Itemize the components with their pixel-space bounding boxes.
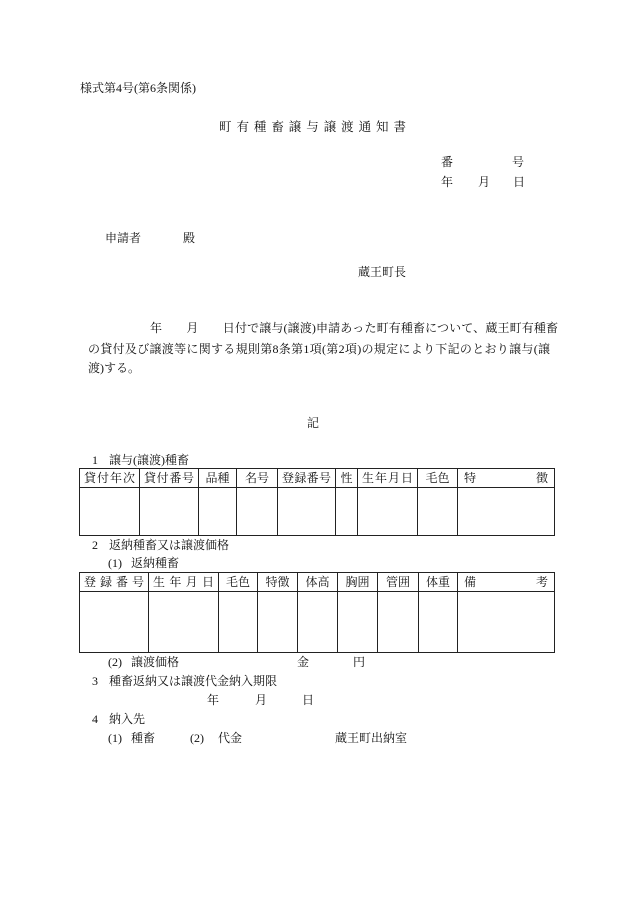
document-number-suffix: 号 (512, 155, 525, 169)
col-header-lease-year: 貸付年次 (80, 469, 140, 488)
table-cell (149, 592, 219, 653)
table-cell (219, 592, 258, 653)
col-header-birth-date: 生年月日 (358, 469, 418, 488)
body-line: の貸付及び譲渡等に関する規則第8条第1項(第2項)の規定により下記のとおり譲与(譲 (88, 342, 550, 356)
item-label: 種畜 (131, 731, 156, 745)
section-label: 返納種畜又は譲渡価格 (109, 538, 230, 552)
date-day: 日 (513, 175, 526, 189)
amount-prefix: 金 (297, 655, 310, 669)
table-cell (80, 488, 140, 536)
section-number: 2 (92, 538, 98, 552)
date-day: 日 (302, 693, 315, 707)
issuer: 蔵王町長 (358, 265, 407, 279)
col-header-height: 体高 (298, 573, 338, 592)
col-header-chest-girth: 胸囲 (338, 573, 378, 592)
section-number: 4 (92, 712, 98, 726)
table-cell (458, 488, 555, 536)
col-header-weight: 体重 (419, 573, 458, 592)
col-header-coat-color: 毛色 (418, 469, 458, 488)
item-label: 返納種畜 (131, 556, 180, 570)
table-cell (458, 592, 555, 653)
section-number: 1 (92, 453, 98, 467)
col-header-cannon-girth: 管囲 (378, 573, 419, 592)
table-header-row (80, 469, 555, 488)
table-cell (378, 592, 419, 653)
table-cell (418, 488, 458, 536)
item-number: (1) (108, 556, 122, 570)
col-header-birth-date: 生年月日 (149, 573, 219, 592)
col-header-registration-number: 登録番号 (278, 469, 336, 488)
table-cell (80, 592, 149, 653)
document-number-prefix: 番 (441, 155, 454, 169)
table-row (80, 488, 555, 536)
payment-office: 蔵王町出納室 (335, 731, 408, 745)
section-label: 譲与(譲渡)種畜 (109, 453, 189, 467)
table-cell (338, 592, 378, 653)
table-cell (140, 488, 199, 536)
col-header-breed: 品種 (199, 469, 237, 488)
col-header-features: 特徴 (258, 573, 298, 592)
table-cell (336, 488, 358, 536)
col-header-coat-color: 毛色 (219, 573, 258, 592)
transfer-stock-table (79, 468, 555, 536)
item-label: 代金 (218, 731, 243, 745)
date-year: 年 (207, 693, 220, 707)
body-line: 年 月 日付で譲与(譲渡)申請あった町有種畜について、蔵王町有種畜 (150, 321, 558, 335)
body-line: 渡)する。 (88, 361, 140, 375)
table-cell (258, 592, 298, 653)
returned-stock-table (79, 572, 555, 653)
table-cell (298, 592, 338, 653)
col-header-sex: 性 (336, 469, 358, 488)
addressee-label: 申請者 (105, 231, 142, 245)
document-title: 町 有 種 畜 譲 与 譲 渡 通 知 書 (219, 120, 406, 134)
item-label: 譲渡価格 (131, 655, 180, 669)
table-cell (278, 488, 336, 536)
date-month: 月 (255, 693, 268, 707)
addressee-honorific: 殿 (183, 231, 196, 245)
date-month: 月 (478, 175, 491, 189)
ki-heading: 記 (307, 416, 320, 430)
section-label: 種畜返納又は譲渡代金納入期限 (109, 674, 278, 688)
table-cell (237, 488, 278, 536)
table-cell (419, 592, 458, 653)
item-number: (2) (108, 655, 122, 669)
item-number: (1) (108, 731, 122, 745)
table-cell (358, 488, 418, 536)
section-label: 納入先 (109, 712, 146, 726)
table-cell (199, 488, 237, 536)
table-header-row (80, 573, 555, 592)
col-header-remarks: 備考 (458, 573, 555, 592)
col-header-lease-number: 貸付番号 (140, 469, 199, 488)
col-header-features: 特徴 (458, 469, 555, 488)
table-row (80, 592, 555, 653)
amount-suffix: 円 (353, 655, 366, 669)
form-number: 様式第4号(第6条関係) (80, 81, 196, 95)
date-year: 年 (441, 175, 454, 189)
col-header-name: 名号 (237, 469, 278, 488)
col-header-registration-number: 登録番号 (80, 573, 149, 592)
section-number: 3 (92, 674, 98, 688)
item-number: (2) (190, 731, 204, 745)
